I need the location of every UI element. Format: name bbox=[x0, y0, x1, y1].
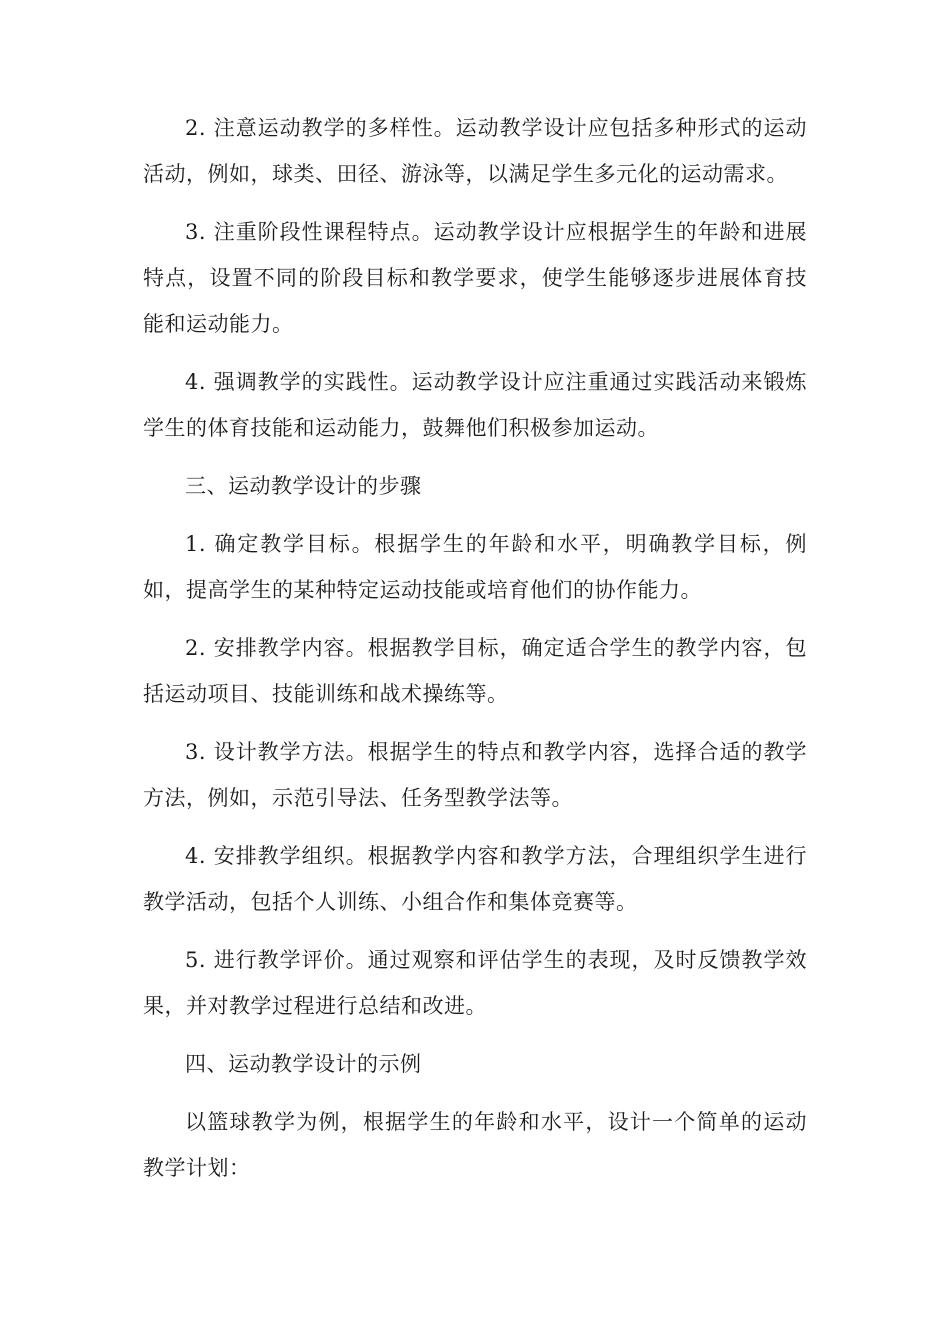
paragraph-diversity: 2. 注意运动教学的多样性。运动教学设计应包括多种形式的运动活动，例如，球类、田径、游泳等，以满足学生多元化的运动需求。 bbox=[143, 116, 807, 186]
paragraph-step-goals: 1. 确定教学目标。根据学生的年龄和水平，明确教学目标，例如，提高学生的某种特定运动技能或培育他们的协作能力。 bbox=[143, 532, 807, 602]
paragraph-step-content: 2. 安排教学内容。根据教学目标，确定适合学生的教学内容，包括运动项目、技能训练和战术操练等。 bbox=[143, 636, 807, 706]
paragraph-example-intro: 以篮球教学为例，根据学生的年龄和水平，设计一个简单的运动教学计划： bbox=[143, 1110, 807, 1180]
section-heading-example: 四、运动教学设计的示例 bbox=[185, 1052, 422, 1076]
paragraph-stage-features: 3. 注重阶段性课程特点。运动教学设计应根据学生的年龄和进展特点，设置不同的阶段目标和教学要求，使学生能够逐步进展体育技能和运动能力。 bbox=[143, 220, 807, 336]
paragraph-step-methods: 3. 设计教学方法。根据学生的特点和教学内容，选择合适的教学方法，例如，示范引导法、任务型教学法等。 bbox=[143, 740, 807, 810]
paragraph-practicality: 4. 强调教学的实践性。运动教学设计应注重通过实践活动来锻炼学生的体育技能和运动能力，鼓舞他们积极参加运动。 bbox=[143, 370, 807, 440]
document-body bbox=[143, 105, 807, 1203]
paragraph-step-evaluation: 5. 进行教学评价。通过观察和评估学生的表现，及时反馈教学效果，并对教学过程进行总结和改进。 bbox=[143, 948, 807, 1018]
section-heading-steps: 三、运动教学设计的步骤 bbox=[185, 474, 422, 498]
paragraph-step-organization: 4. 安排教学组织。根据教学内容和教学方法，合理组织学生进行教学活动，包括个人训练、小组合作和集体竞赛等。 bbox=[143, 844, 807, 914]
